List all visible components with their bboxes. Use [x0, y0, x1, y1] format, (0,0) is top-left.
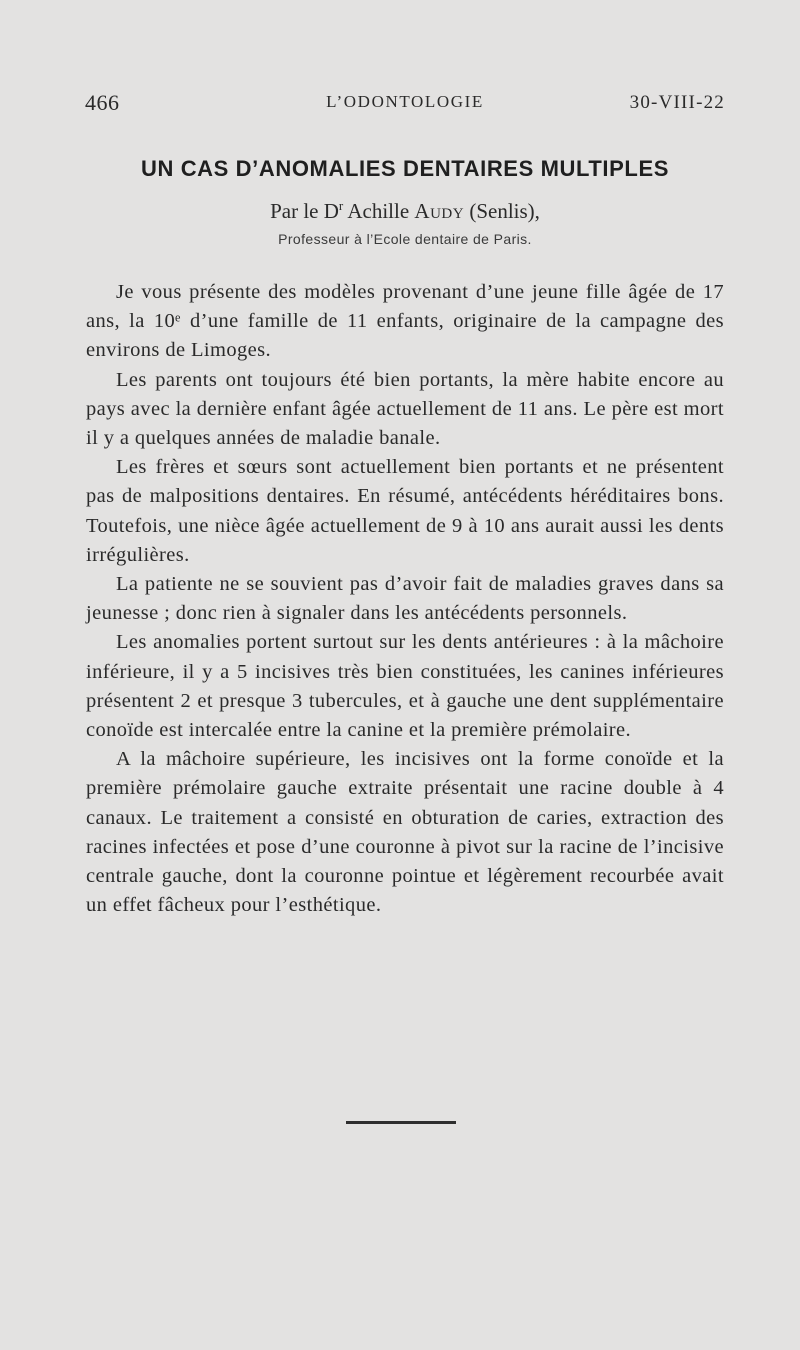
paragraph: Les anomalies portent surtout sur les dents antérieures : à la mâchoire inférieure, il y a 5 incisives très bien constituées, les canines inférieures présentent 2 et presque 3 tubercules, et à gauche une dent supplémentaire conoïde est intercalée entre la canine et la première prémolaire.: [86, 631, 724, 742]
byline-prefix: Par le D: [270, 199, 339, 223]
paragraph: Les parents ont toujours été bien portants, la mère habite encore au pays avec la dernière enfant âgée actuellement de 11 ans. Le père est mort il y a quelques années de maladie banale.: [86, 368, 724, 450]
page-number: 466: [85, 90, 120, 115]
author-first-name: Achille: [347, 199, 410, 223]
author-place: (Senlis),: [469, 199, 540, 223]
paragraph: La patiente ne se souvient pas d’avoir fait de maladies graves dans sa jeunesse ; donc rien à signaler dans les antécédents personnels.: [86, 573, 724, 625]
doctor-title-superscript: r: [338, 198, 344, 213]
author-affiliation: Professeur à l’Ecole dentaire de Paris.: [278, 231, 532, 247]
paragraph: Les frères et sœurs sont actuellement bien portants et ne présentent pas de malpositions dentaires. En résumé, antécédents héréditaires bons. Toutefois, une nièce âgée actuellement de 9 à 10 ans aurait aussi les dents irrégulières.: [86, 456, 724, 566]
article-title: UN CAS D’ANOMALIES DENTAIRES MULTIPLES: [141, 156, 669, 181]
issue-date: 30-VIII-22: [629, 92, 725, 113]
article-body: [86, 278, 724, 920]
paragraph: A la mâchoire supérieure, les incisives ont la forme conoïde et la première prémolaire gauche extraite présentait une racine double à 4 canaux. Le traitement a consisté en obturation de caries, extraction des racines infectées et pose d’une couronne à pivot sur la racine de l’incisive centrale gauche, dont la couronne pointue et légèrement recourbée avait un effet fâcheux pour l’esthétique.: [86, 748, 724, 917]
author-byline: [85, 198, 725, 224]
running-header: [85, 90, 725, 120]
author-surname: Audy: [414, 199, 465, 223]
journal-name: L’ODONTOLOGIE: [326, 92, 484, 111]
paragraph: Je vous présente des modèles provenant d’une jeune fille âgée de 17 ans, la 10ᵉ d’une famille de 11 enfants, originaire de la campagne des environs de Limoges.: [86, 281, 724, 362]
end-of-article-rule: [346, 1121, 456, 1124]
